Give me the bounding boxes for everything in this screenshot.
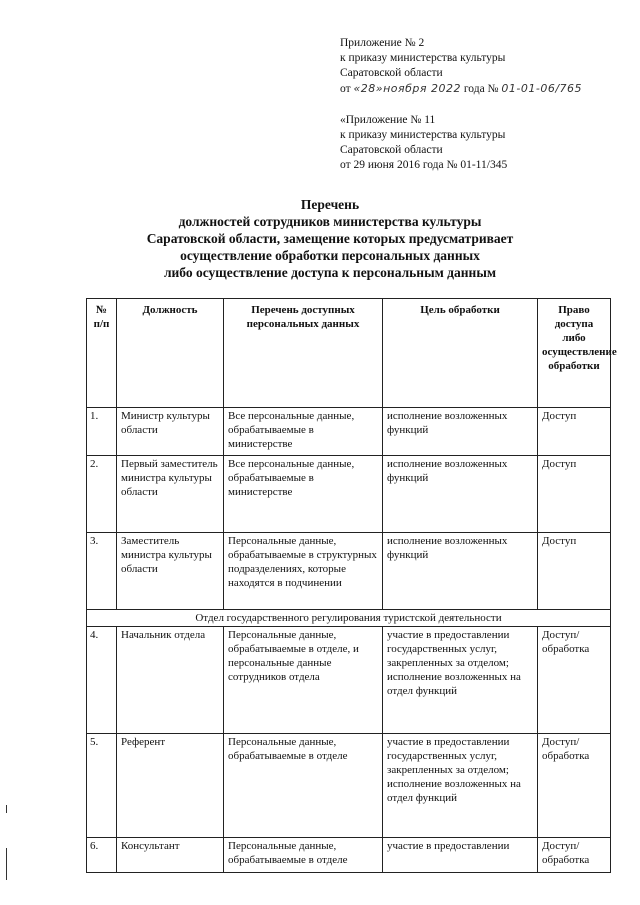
annex-previous-line3: Саратовской области xyxy=(340,144,443,156)
row-data: Персональные данные, обрабатываемые в отделе, и персональные данные сотрудников отдела xyxy=(224,627,383,734)
row-position: Начальник отдела xyxy=(117,627,224,734)
annex-current-line3: Саратовской области xyxy=(340,67,443,79)
annex-previous-line1: «Приложение № 11 xyxy=(340,114,436,126)
header-purpose: Цель обработки xyxy=(383,299,538,408)
row-purpose: исполнение возложенных функций xyxy=(383,456,538,533)
annex-previous xyxy=(340,113,507,173)
section-heading: Отдел государственного регулирования туристской деятельности xyxy=(87,610,611,627)
handwritten-date: «28»ноября 2022 xyxy=(353,82,461,95)
header-num: № п/п xyxy=(87,299,117,408)
table-row xyxy=(87,734,611,838)
annex-current-date-line xyxy=(340,81,582,97)
row-purpose: исполнение возложенных функций xyxy=(383,408,538,456)
row-data: Все персональные данные, обрабатываемые в министерстве xyxy=(224,456,383,533)
document-title xyxy=(60,196,600,281)
scan-margin-mark xyxy=(6,805,7,813)
annex-current-line2: к приказу министерства культуры xyxy=(340,52,506,64)
title-line2: должностей сотрудников министерства культуры xyxy=(178,214,482,229)
row-position: Консультант xyxy=(117,838,224,873)
row-num: 1. xyxy=(87,408,117,456)
row-num: 2. xyxy=(87,456,117,533)
row-access: Доступ/ обработка xyxy=(538,838,611,873)
row-num: 4. xyxy=(87,627,117,734)
year-word: года № xyxy=(463,83,499,95)
table-row xyxy=(87,533,611,610)
row-position: Первый заместитель министра культуры области xyxy=(117,456,224,533)
row-purpose: участие в предоставлении xyxy=(383,838,538,873)
title-line1: Перечень xyxy=(300,197,360,212)
table-header-row xyxy=(87,299,611,408)
annex-current xyxy=(340,36,582,97)
header-access: Право доступа либо осуществление обработки xyxy=(538,299,611,408)
table-row xyxy=(87,627,611,734)
row-num: 3. xyxy=(87,533,117,610)
header-position: Должность xyxy=(117,299,224,408)
handwritten-number: 01-01-06/765 xyxy=(501,82,583,95)
table-row xyxy=(87,408,611,456)
title-line3: Саратовской области, замещение которых предусматривает xyxy=(146,231,514,246)
section-row xyxy=(87,610,611,627)
row-purpose: исполнение возложенных функций xyxy=(383,533,538,610)
annex-previous-line2: к приказу министерства культуры xyxy=(340,129,506,141)
annex-current-line1: Приложение № 2 xyxy=(340,37,425,49)
row-access: Доступ/ обработка xyxy=(538,734,611,838)
row-position: Заместитель министра культуры области xyxy=(117,533,224,610)
table-row xyxy=(87,456,611,533)
title-line5: либо осуществление доступа к персональным данным xyxy=(163,265,497,280)
row-purpose: участие в предоставлении государственных услуг, закрепленных за отделом; исполнение возложенных на отдел функций xyxy=(383,734,538,838)
row-access: Доступ xyxy=(538,533,611,610)
title-line4: осуществление обработки персональных данных xyxy=(180,248,480,263)
row-data: Персональные данные, обрабатываемые в отделе xyxy=(224,838,383,873)
row-data: Все персональные данные, обрабатываемые в министерстве xyxy=(224,408,383,456)
row-access: Доступ xyxy=(538,456,611,533)
row-position: Министр культуры области xyxy=(117,408,224,456)
table-row xyxy=(87,838,611,873)
row-num: 5. xyxy=(87,734,117,838)
row-data: Персональные данные, обрабатываемые в структурных подразделениях, которые находятся в подчинении xyxy=(224,533,383,610)
annex-previous-line4: от 29 июня 2016 года № 01-11/345 xyxy=(340,159,508,171)
row-position: Референт xyxy=(117,734,224,838)
row-access: Доступ/ обработка xyxy=(538,627,611,734)
positions-table xyxy=(86,298,617,873)
header-data: Перечень доступных персональных данных xyxy=(224,299,383,408)
row-purpose: участие в предоставлении государственных услуг, закрепленных за отделом; исполнение возложенных на отдел функций xyxy=(383,627,538,734)
row-num: 6. xyxy=(87,838,117,873)
row-access: Доступ xyxy=(538,408,611,456)
scan-margin-mark xyxy=(6,848,7,880)
date-prefix: от xyxy=(340,83,351,95)
row-data: Персональные данные, обрабатываемые в отделе xyxy=(224,734,383,838)
